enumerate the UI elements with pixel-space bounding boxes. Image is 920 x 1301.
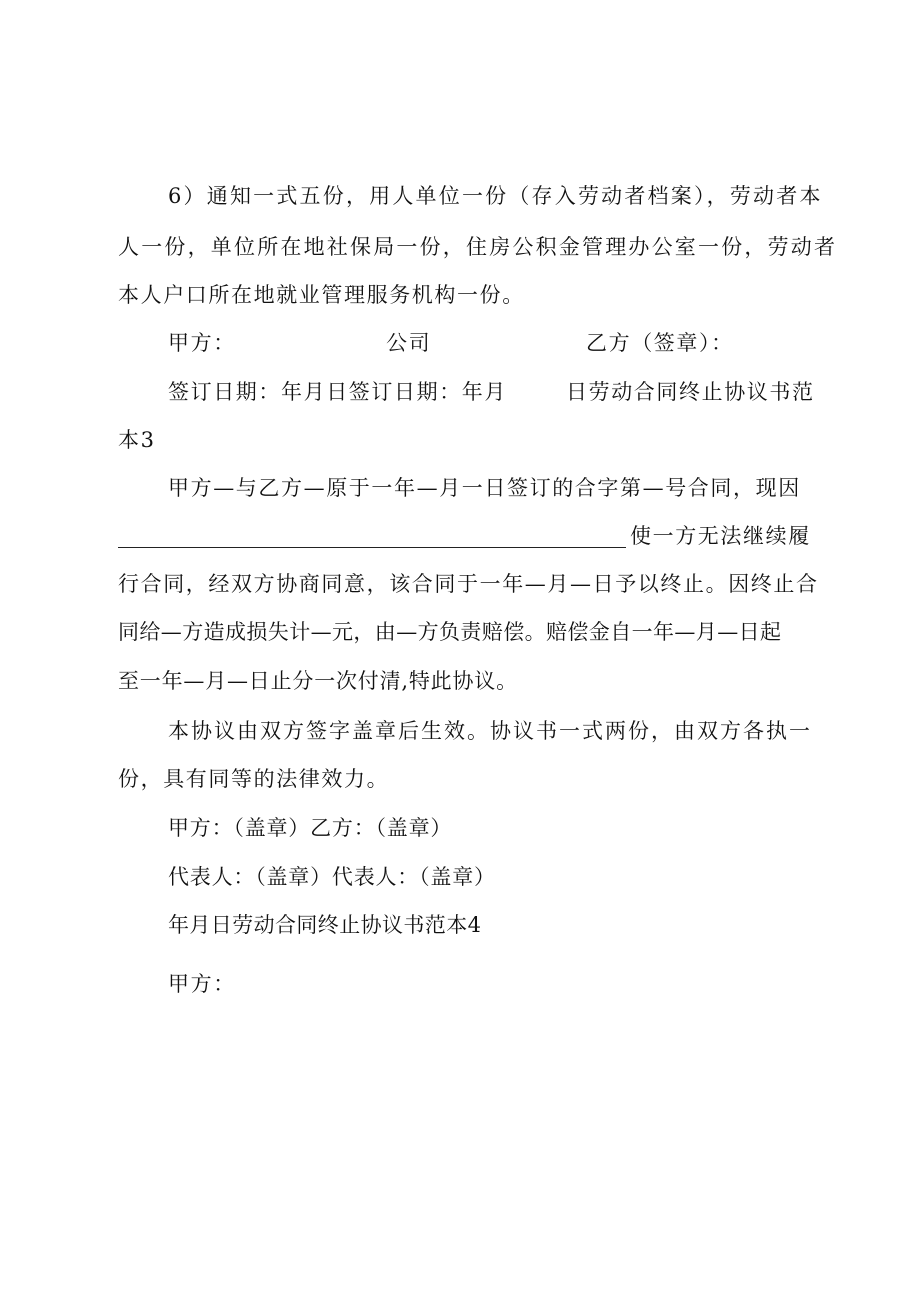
date-line-part-2: 日劳动合同终止协议书范: [566, 380, 815, 404]
paragraph-2-line-2-text: 使一方无法继续履: [630, 524, 811, 548]
party-a-label: 甲方：: [168, 331, 236, 355]
signature-row-2: 甲方：（盖章）乙方：（盖章）: [168, 816, 453, 840]
paragraph-2-line-4: 同给—方造成损失计—元，由—方负责赔偿。赔偿金自一年—月—日起: [118, 620, 782, 644]
paragraph-2-line-5: 至一年—月—日止分一次付清,特此协议。: [118, 669, 518, 693]
representative-row: 代表人：（盖章）代表人：（盖章）: [168, 865, 496, 889]
party-b-label: 乙方（签章）：: [586, 331, 734, 355]
paragraph-1-line-2: 人一份，单位所在地社保局一份，住房公积金管理办公室一份，劳动者: [118, 235, 838, 259]
paragraph-2-line-3: 行合同，经双方协商同意，该合同于一年—月—日予以终止。因终止合: [118, 572, 819, 596]
fill-in-blank: [118, 527, 626, 548]
paragraph-3-line-2: 份，具有同等的法律效力。: [118, 767, 390, 791]
date-line-continued: 本3: [118, 428, 156, 452]
paragraph-1-line-1: 6）通知一式五份，用人单位一份（存入劳动者档案），劳动者本: [168, 184, 823, 208]
paragraph-3-line-1: 本协议由双方签字盖章后生效。协议书一式两份，由双方各执一: [168, 719, 812, 743]
sample-4-title: 年月日劳动合同终止协议书范本4: [168, 913, 482, 937]
date-line-part-1: 签订日期：年月日签订日期：年月: [168, 380, 507, 404]
party-a-label-2: 甲方：: [168, 972, 236, 996]
company-label: 公司: [386, 331, 432, 355]
paragraph-2-line-1: 甲方—与乙方—原于一年—月一日签订的合字第—号合同，现因: [168, 476, 801, 500]
paragraph-1-line-3: 本人户口所在地就业管理服务机构一份。: [118, 283, 525, 307]
paragraph-2-line-2: [118, 524, 830, 548]
